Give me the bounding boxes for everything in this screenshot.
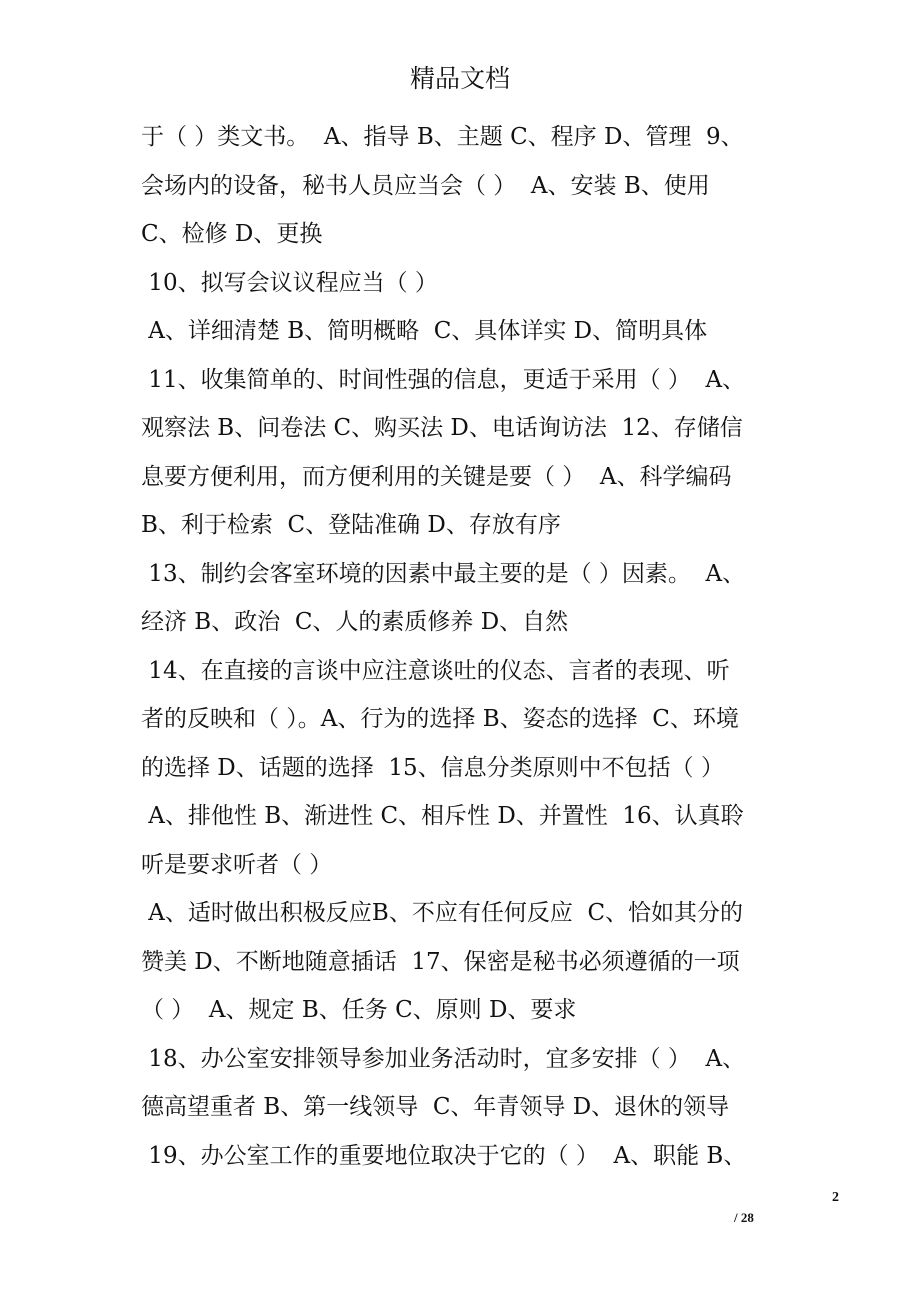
- text-line: 听是要求听者（ ）: [141, 851, 333, 878]
- text-line: A、排他性 B、渐进性 C、相斥性 D、并置性 16、认真聆: [141, 803, 744, 829]
- text-line: C、检修 D、更换: [141, 221, 323, 247]
- text-line: 会场内的设备，秘书人员应当会（ ） A、安装 B、使用: [141, 172, 710, 199]
- text-line: 18、办公室安排领导参加业务活动时，宜多安排（ ） A、: [141, 1045, 746, 1072]
- page-number: 2: [832, 1190, 839, 1205]
- page-header-title: 精品文档: [409, 64, 510, 93]
- text-line: 10、拟写会议议程应当（ ）: [141, 269, 438, 296]
- text-line: 的选择 D、话题的选择 15、信息分类原则中不包括（ ）: [141, 754, 724, 781]
- text-line: 14、在直接的言谈中应注意谈吐的仪态、言者的表现、听: [141, 657, 730, 684]
- text-line: （ ） A、规定 B、任务 C、原则 D、要求: [141, 997, 577, 1023]
- text-line: 13、制约会客室环境的因素中最主要的是（ ）因素。 A、: [141, 560, 746, 587]
- text-line: 11、收集简单的、时间性强的信息，更适于采用（ ） A、: [141, 366, 746, 393]
- text-line: A、适时做出积极反应B、不应有任何反应 C、恰如其分的: [141, 900, 744, 926]
- text-line: 息要方便利用，而方便利用的关键是要（ ） A、科学编码: [141, 463, 732, 490]
- text-line: 观察法 B、问卷法 C、购买法 D、电话询访法 12、存储信: [141, 415, 743, 441]
- text-line: 19、办公室工作的重要地位取决于它的（ ） A、职能 B、: [141, 1142, 747, 1169]
- text-line: 于（ ）类文书。 A、指导 B、主题 C、程序 D、管理 9、: [141, 124, 744, 150]
- text-line: 者的反映和（ ）。A、行为的选择 B、姿态的选择 C、环境: [141, 706, 739, 732]
- text-line: 德高望重者 B、第一线领导 C、年青领导 D、退休的领导: [141, 1094, 730, 1120]
- text-line: B、利于检索 C、登陆准确 D、存放有序: [141, 512, 561, 538]
- text-line: 赞美 D、不断地随意插话 17、保密是秘书必须遵循的一项: [141, 948, 740, 975]
- document-body: [141, 113, 791, 1180]
- text-line: A、详细清楚 B、简明概略 C、具体详实 D、简明具体: [141, 318, 708, 344]
- text-line: 经济 B、政治 C、人的素质修养 D、自然: [141, 609, 569, 635]
- page-total: / 28: [734, 1210, 754, 1225]
